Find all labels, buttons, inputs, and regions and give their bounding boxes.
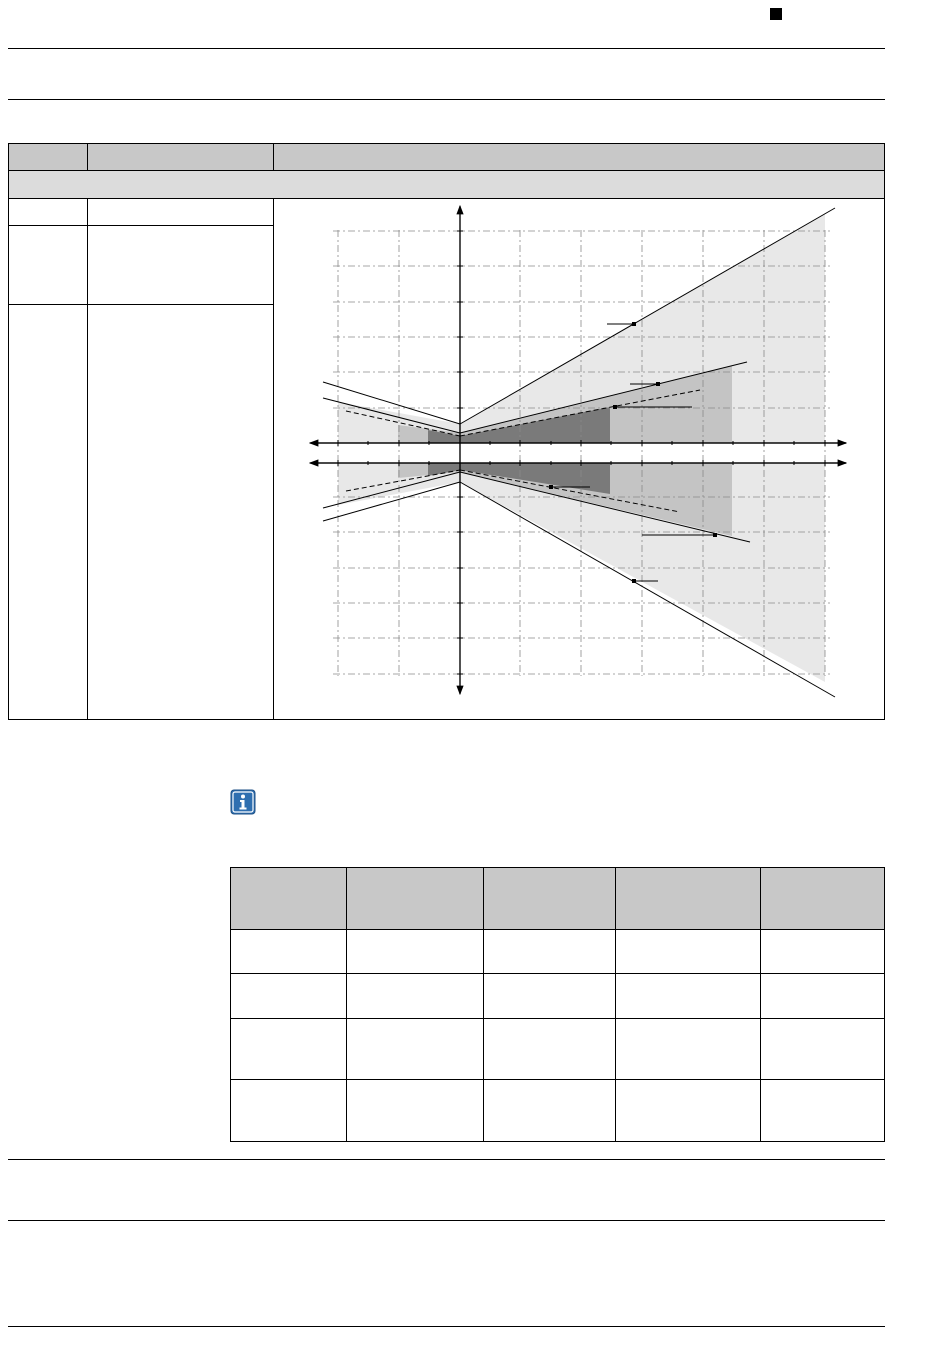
- main-table-header-col1: [8, 143, 88, 171]
- lower-table-cell: [760, 973, 885, 1019]
- lower-table-header: [230, 867, 347, 930]
- main-table-cell: [87, 225, 274, 305]
- lower-table-header: [346, 867, 484, 930]
- lower-table-cell: [760, 1079, 885, 1142]
- lower-table-cell: [230, 973, 347, 1019]
- main-table-header-col3: [273, 143, 885, 171]
- callout-point: [632, 322, 636, 326]
- section-rule: [8, 1220, 885, 1221]
- lower-table-cell: [483, 929, 616, 974]
- footer-rule: [8, 1326, 885, 1327]
- lower-table-header: [615, 867, 761, 930]
- header-rule-bottom: [8, 99, 885, 100]
- lower-table-cell: [346, 929, 484, 974]
- lower-table-cell: [230, 1079, 347, 1142]
- callout-point: [713, 533, 717, 537]
- info-icon: [230, 789, 256, 815]
- callout-point: [632, 579, 636, 583]
- lower-table-cell: [346, 1079, 484, 1142]
- lower-table-header: [760, 867, 885, 930]
- lower-table-cell: [230, 1018, 347, 1080]
- lower-table-cell: [346, 1018, 484, 1080]
- main-table-header-col2: [87, 143, 274, 171]
- lower-table-cell: [483, 1018, 616, 1080]
- main-table-cell: [87, 198, 274, 226]
- callout-point: [613, 405, 617, 409]
- lower-table-cell: [483, 973, 616, 1019]
- lower-table-cell: [615, 1079, 761, 1142]
- main-table-section-row: [8, 170, 885, 199]
- lower-table-cell: [230, 929, 347, 974]
- callout-point: [549, 485, 553, 489]
- lower-table-header: [483, 867, 616, 930]
- lower-table-cell: [615, 929, 761, 974]
- header-rule-top: [8, 48, 885, 49]
- main-table-cell: [8, 304, 88, 720]
- page-marker: [770, 8, 782, 20]
- main-table-cell: [8, 225, 88, 305]
- main-table-cell: [87, 304, 274, 720]
- lower-table-cell: [346, 973, 484, 1019]
- lower-table-cell: [615, 1018, 761, 1080]
- accuracy-diagram: [274, 199, 884, 719]
- section-rule: [8, 1159, 885, 1160]
- main-table-cell: [8, 198, 88, 226]
- lower-table-cell: [760, 929, 885, 974]
- lower-table-cell: [760, 1018, 885, 1080]
- lower-table-cell: [483, 1079, 616, 1142]
- callout-point: [656, 382, 660, 386]
- lower-table-cell: [615, 973, 761, 1019]
